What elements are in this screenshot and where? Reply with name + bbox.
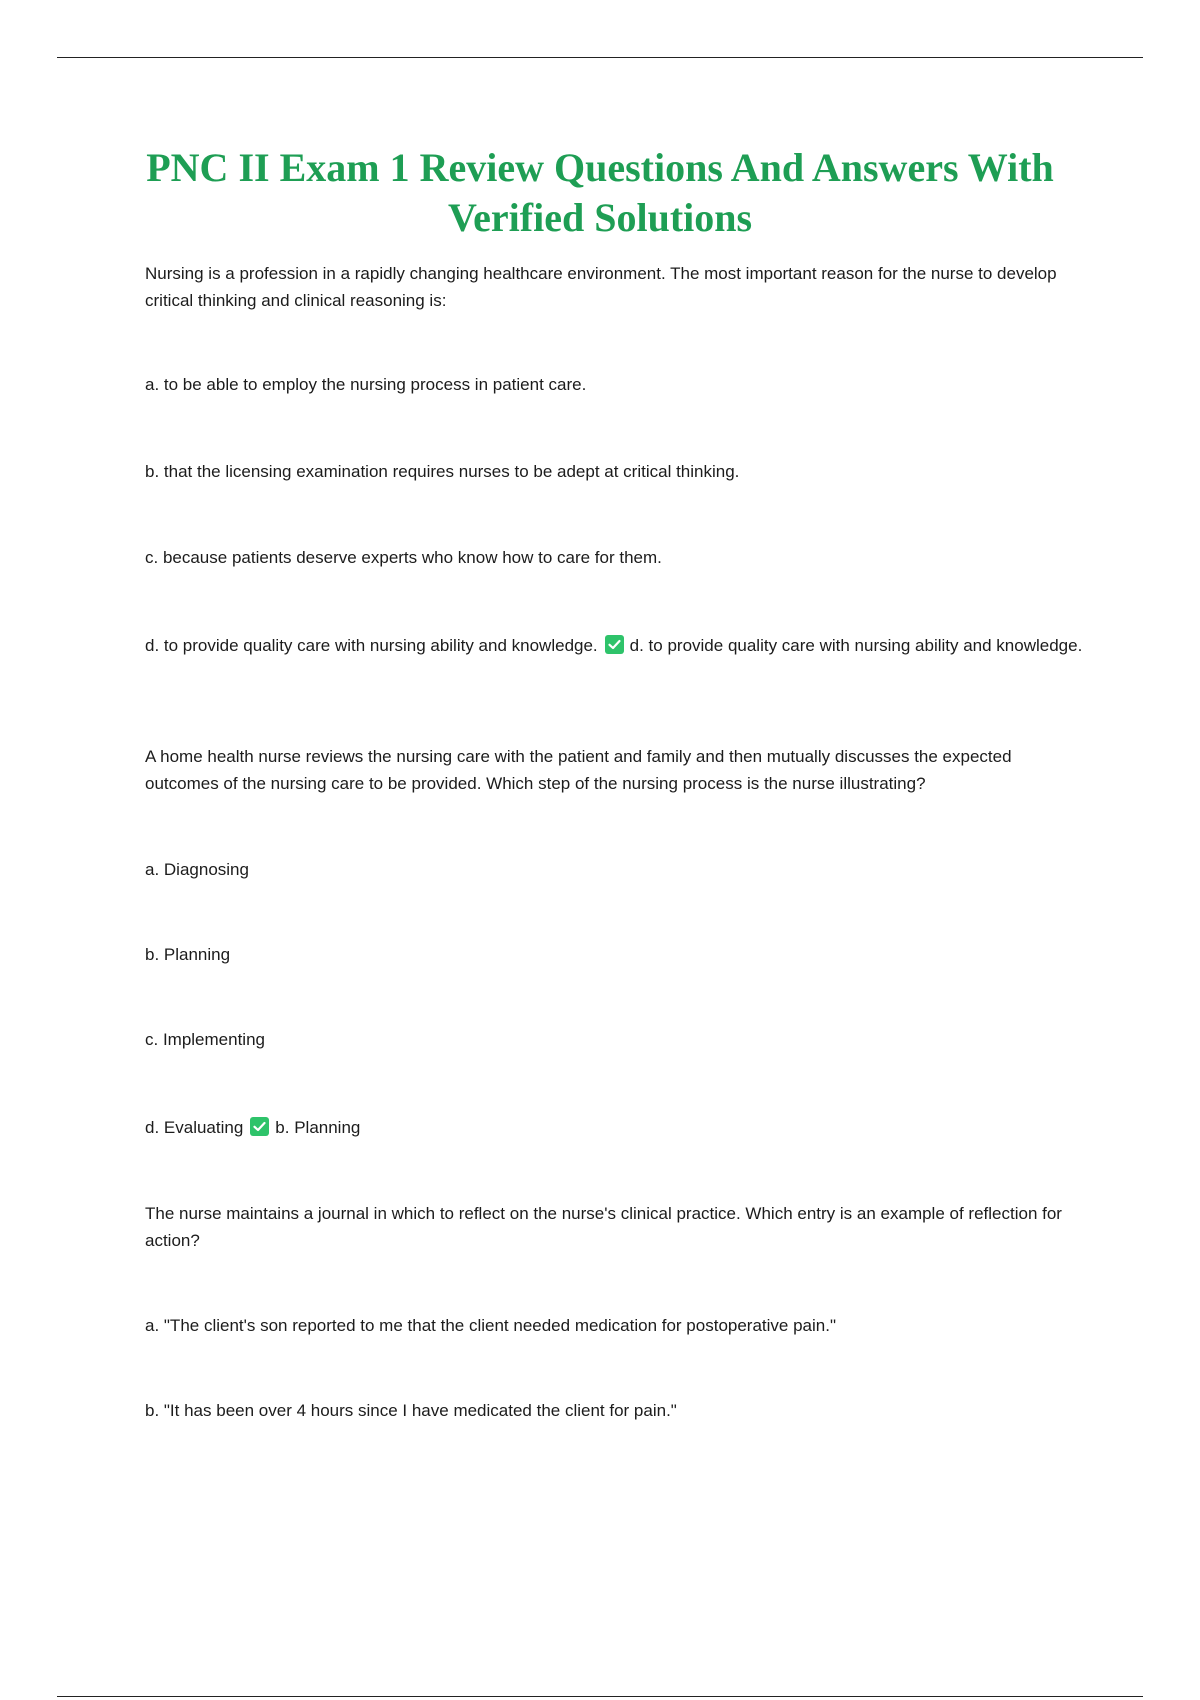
question-stem: A home health nurse reviews the nursing care with the patient and family and then mutually discusses the expected outcomes of the nursing care to be provided. Which step of the nursing process is the nurse illustrating? xyxy=(145,747,1012,793)
answer-option: a. "The client's son reported to me that the client needed medication for postoperative pain." xyxy=(145,1316,836,1335)
document-title: PNC II Exam 1 Review Questions And Answers With Verified Solutions xyxy=(146,145,1054,240)
check-icon xyxy=(605,635,624,654)
answer-option-text: d. to provide quality care with nursing ability and knowledge. xyxy=(145,636,598,655)
top-rule xyxy=(57,57,1143,58)
answer-option: c. Implementing xyxy=(145,1030,265,1049)
check-icon xyxy=(250,1117,269,1136)
question-stem: Nursing is a profession in a rapidly changing healthcare environment. The most important reason for the nurse to develop critical thinking and clinical reasoning is: xyxy=(145,264,1057,310)
question-stem: The nurse maintains a journal in which to reflect on the nurse's clinical practice. Which entry is an example of reflection for action? xyxy=(145,1204,1062,1250)
answer-option: b. that the licensing examination requires nurses to be adept at critical thinking. xyxy=(145,462,740,481)
answer-option-with-solution xyxy=(145,1115,1085,1142)
answer-option: c. because patients deserve experts who know how to care for them. xyxy=(145,548,662,567)
answer-option: b. Planning xyxy=(145,945,231,964)
answer-option: a. Diagnosing xyxy=(145,860,249,879)
answer-option-text: d. Evaluating xyxy=(145,1118,244,1137)
answer-option: a. to be able to employ the nursing process in patient care. xyxy=(145,375,587,394)
correct-answer: d. to provide quality care with nursing ability and knowledge. xyxy=(629,636,1083,655)
answer-option: b. "It has been over 4 hours since I have medicated the client for pain." xyxy=(145,1401,677,1420)
correct-answer: b. Planning xyxy=(275,1118,361,1137)
answer-option-with-solution xyxy=(145,633,1085,660)
bottom-rule xyxy=(57,1696,1143,1697)
